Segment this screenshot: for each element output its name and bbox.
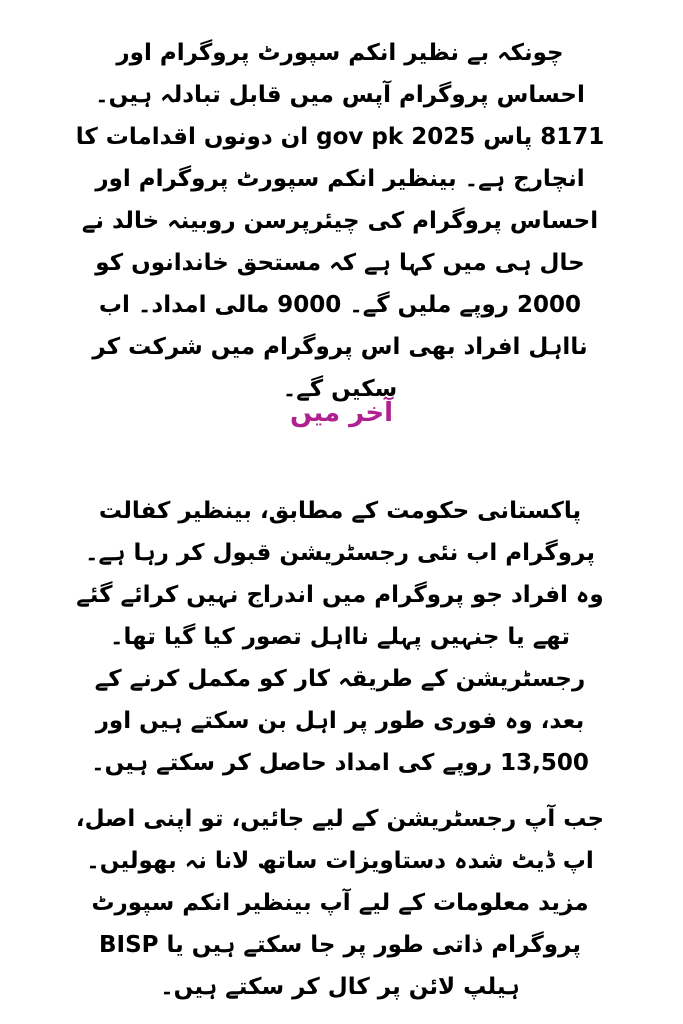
section-heading-conclusion: آخر میں (290, 398, 393, 428)
paragraph-documents-helpline: جب آپ رجسٹریشن کے لیے جائیں، تو اپنی اصل، اپ ڈیٹ شدہ دستاویزات ساتھ لانا نہ بھولیں۔ مزید معلومات کے لیے آپ بینظیر انکم سپورٹ پروگرام ذاتی طور پر جا سکتے ہیں یا BISP ہیلپ لائن پر کال کر سکتے ہیں۔ (75, 806, 605, 1000)
paragraph-new-registration: پاکستانی حکومت کے مطابق، بینظیر کفالت پروگرام اب نئی رجسٹریشن قبول کر رہا ہے۔ وہ افراد جو پروگرام میں اندراج نہیں کرائے گئے تھے یا جنہیں پہلے نااہل تصور کیا گیا تھا۔ رجسٹریشن کے طریقہ کار کو مکمل کرنے کے بعد، وہ فوری طور پر اہل بن سکتے ہیں اور 13,500 روپے کی امداد حاصل کر سکتے ہیں۔ (76, 498, 604, 776)
paragraph-program-details: چونکہ بے نظیر انکم سپورٹ پروگرام اور احساس پروگرام آپس میں قابل تبادلہ ہیں۔8171 پاس gov pk 2025 ان دونوں اقدامات کا انچارج ہے۔ بینظیر انکم سپورٹ پروگرام اور احساس پروگرام کی چیئرپرسن روبینہ خالد نے حال ہی میں کہا ہے کہ مستحق خاندانوں کو 2000 روپے ملیں گے۔ 9000 مالی امداد۔ اب نااہل افراد بھی اس پروگرام میں شرکت کر سکیں گے۔ (75, 40, 605, 402)
